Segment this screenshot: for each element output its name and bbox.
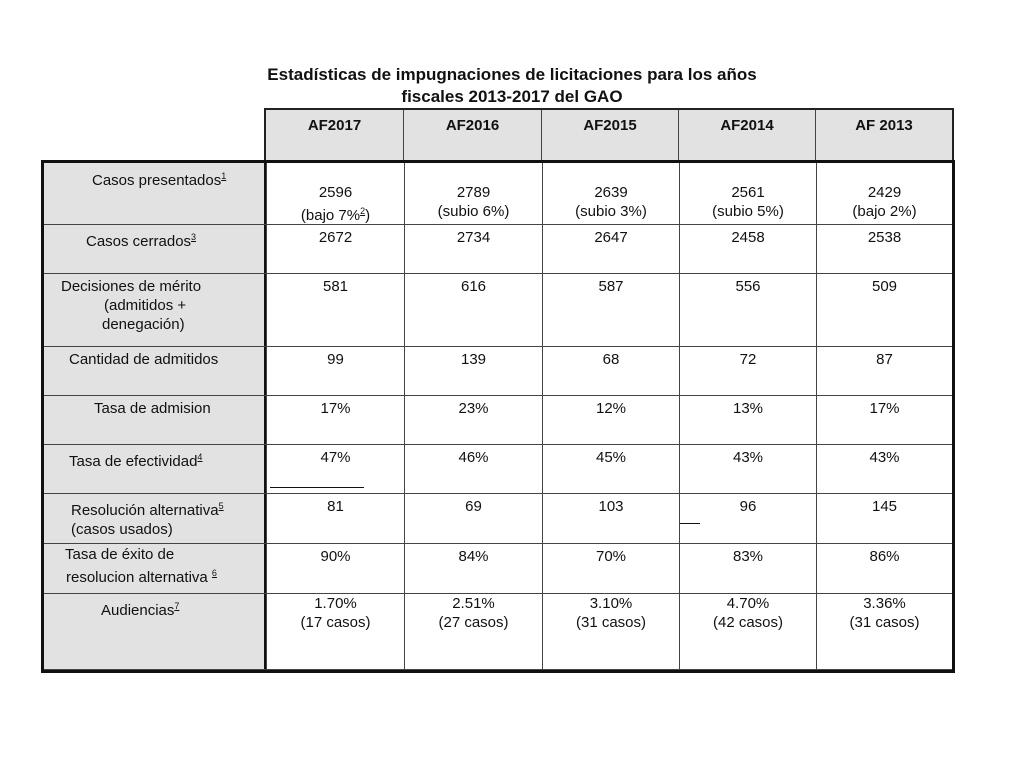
table-cell: 43%	[679, 445, 816, 493]
table-cell: 587	[542, 274, 679, 346]
table-row	[44, 163, 952, 225]
table-cell: 83%	[679, 544, 816, 593]
column-header: AF 2013	[855, 117, 913, 134]
table-cell: 2561 (subio 5%)	[679, 163, 816, 224]
table-cell: 139	[404, 347, 542, 395]
table-row	[44, 544, 952, 594]
row-label: Resolución alternativa$^5$ (casos usados)	[71, 501, 224, 538]
table-row	[44, 494, 952, 544]
table-cell: 2734	[404, 225, 542, 273]
column-header: AF2017	[266, 110, 404, 160]
table-cell: 17%	[816, 396, 952, 444]
table-cell: 43%	[816, 445, 952, 493]
table-row	[44, 396, 952, 445]
table-row	[44, 225, 952, 274]
table-cell: 47%	[266, 445, 404, 493]
table-cell: 2639 (subio 3%)	[542, 163, 679, 224]
row-label: Tasa de admision	[94, 400, 211, 417]
statistics-table	[41, 160, 955, 673]
table-cell: 2538	[816, 225, 952, 273]
table-cell: 2672	[266, 225, 404, 273]
table-cell: 86%	[816, 544, 952, 593]
table-row	[44, 274, 952, 347]
table-cell: 84%	[404, 544, 542, 593]
table-cell: 81	[266, 494, 404, 543]
table-cell: 3.36% (31 casos)	[816, 594, 952, 669]
table-cell: 46%	[404, 445, 542, 493]
table-cell: 69	[404, 494, 542, 543]
table-cell: 2789 (subio 6%)	[404, 163, 542, 224]
table-cell: 103	[542, 494, 679, 543]
table-cell: 90%	[266, 544, 404, 593]
table-cell: 556	[679, 274, 816, 346]
table-cell: 4.70% (42 casos)	[679, 594, 816, 669]
title-line-1: Estadísticas de impugnaciones de licitaciones para los años	[267, 65, 757, 84]
table-cell: 70%	[542, 544, 679, 593]
table-cell: 99	[266, 347, 404, 395]
table-cell: 12%	[542, 396, 679, 444]
row-label: Tasa de éxito de resolucion alternativa $^6$	[65, 546, 217, 586]
table-cell: 72	[679, 347, 816, 395]
table-cell: 3.10% (31 casos)	[542, 594, 679, 669]
table-cell: 23%	[404, 396, 542, 444]
table-cell: 45%	[542, 445, 679, 493]
column-header-row	[264, 108, 954, 160]
row-label: Casos cerrados$^3$	[86, 232, 197, 250]
row-label: Decisiones de mérito (admitidos + denegación)	[61, 278, 202, 333]
table-cell: 96	[679, 494, 816, 543]
table-title	[0, 64, 1024, 108]
stray-underline-mark	[270, 487, 364, 488]
table-cell: 13%	[679, 396, 816, 444]
table-cell: 68	[542, 347, 679, 395]
row-label: Casos presentados$^1$	[92, 171, 227, 189]
table-row	[44, 347, 952, 396]
table-cell: 2647	[542, 225, 679, 273]
table-row	[44, 594, 952, 670]
table-cell: 2458	[679, 225, 816, 273]
table-cell: 145	[816, 494, 952, 543]
table-cell: 1.70% (17 casos)	[266, 594, 404, 669]
table-cell: 87	[816, 347, 952, 395]
row-label: Audiencias$^7$	[101, 601, 180, 619]
row-label: Cantidad de admitidos	[69, 351, 219, 368]
table-cell: 581	[266, 274, 404, 346]
title-line-2: fiscales 2013-2017 del GAO	[401, 87, 623, 106]
table-cell: 17%	[266, 396, 404, 444]
table-cell: 2596 (bajo 7%$^2$)	[266, 163, 404, 224]
table-cell: 2429 (bajo 2%)	[816, 163, 952, 224]
row-label: Tasa de efectividad$^4$	[69, 452, 203, 470]
column-header: AF2014	[679, 110, 816, 160]
table-cell: 509	[816, 274, 952, 346]
column-header: AF2015	[542, 110, 679, 160]
table-cell: 616	[404, 274, 542, 346]
stray-underline-mark	[680, 523, 700, 524]
column-header: AF2016	[404, 110, 542, 160]
table-cell: 2.51% (27 casos)	[404, 594, 542, 669]
table-row	[44, 445, 952, 494]
